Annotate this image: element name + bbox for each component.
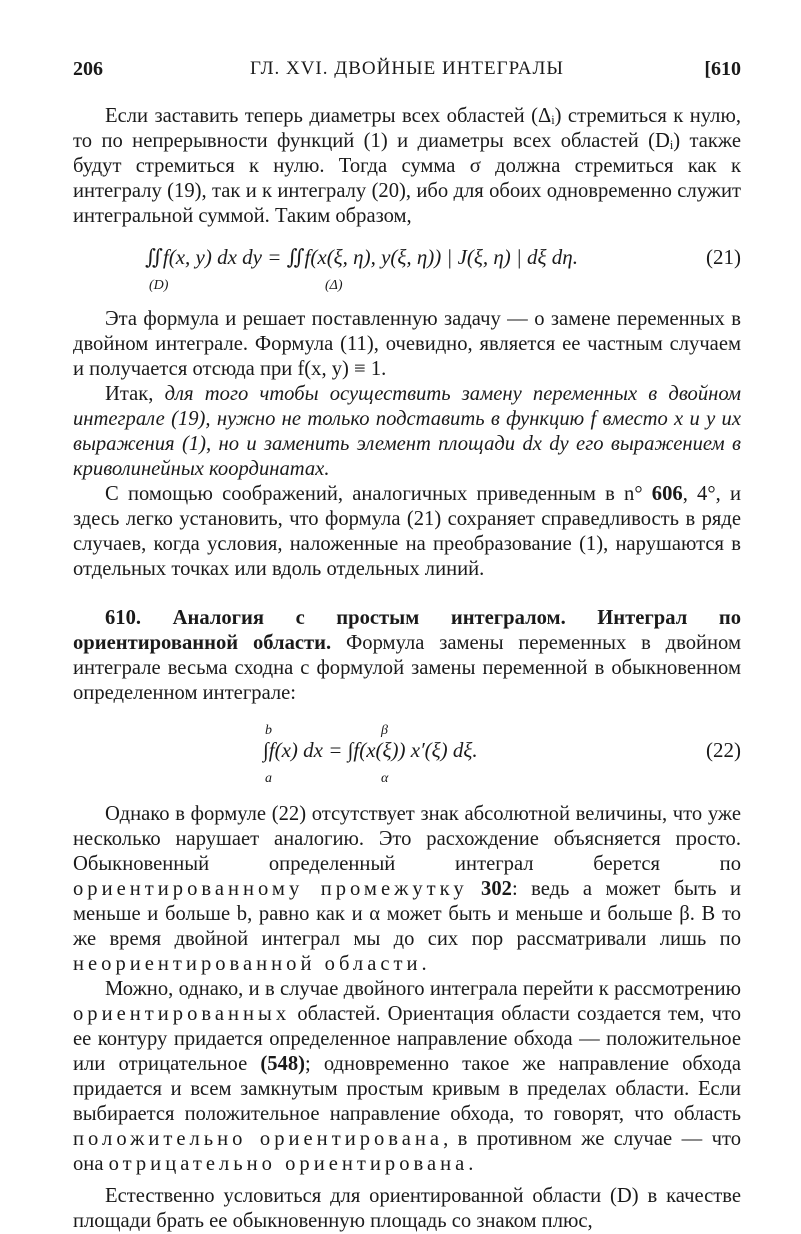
formula-21-region-d: (D)	[149, 278, 169, 293]
orientation-text-5: .	[468, 1153, 474, 1175]
orientation-text-4: , в противном же случае — что она	[73, 1128, 741, 1175]
paragraph-orientation	[73, 977, 741, 1177]
paragraph-absolute-value	[73, 802, 741, 977]
section-610	[73, 606, 741, 706]
page-header	[73, 58, 741, 88]
conclusion-italic: для того чтобы осуществить замену переменных в двойном интеграле (19), нужно не только подставить в функцию f вместо x и y их выражения (1), но и заменить элемент площади dx dy его выражением в криволинейных координатах.	[73, 383, 741, 480]
spaced-oriented: ориентированных	[73, 1003, 291, 1025]
formula-22-lower-alpha: α	[381, 771, 389, 786]
absolute-text-3: .	[421, 953, 427, 975]
formula-21-number: (21)	[706, 245, 741, 269]
formula-22-number: (22)	[706, 738, 741, 762]
reference-548: (548)	[260, 1053, 305, 1075]
formula-21-expression: ∬f(x, y) dx dy = ∬f(x(ξ, η), y(ξ, η)) | J(ξ, η) | dξ dη.	[145, 245, 578, 269]
reference-606: 606	[651, 483, 683, 505]
formula-22-lower-a: a	[265, 771, 272, 786]
paragraph-conclusion	[73, 382, 741, 482]
justification-text-2: , 4°, и здесь легко установить, что формула (21) сохраняет справедливость в ряде случаев, когда условия, наложенные на преобразование (1), нарушаются в отдельных точках или вдоль отдельных линий.	[73, 483, 741, 580]
justification-text-1: С помощью соображений, аналогичных приведенным в n°	[105, 483, 652, 505]
orientation-text-3: ; одновременно такое же направление обхода придается и всем замкнутым простым кривым в пределах области. Если выбирается положительное направление обхода, то говорят, что область	[73, 1053, 742, 1125]
conclusion-lead: Итак,	[105, 383, 165, 405]
formula-21-region-delta: (Δ)	[325, 278, 343, 293]
section-610-text: Формула замены переменных в двойном интеграле весьма сходна с формулой замены переменной в обыкновенном определенном интеграле:	[73, 632, 741, 704]
page-number: 206	[73, 58, 103, 80]
formula-22-upper-beta: β	[381, 723, 388, 738]
section-number: [610	[704, 58, 741, 80]
section-610-title: 610. Аналогия с простым интегралом. Интеграл по ориентированной области.	[73, 607, 741, 654]
page-body	[73, 104, 741, 1234]
reference-302: 302	[467, 878, 512, 900]
spaced-negatively-oriented: отрицательно ориентирована	[108, 1153, 469, 1175]
absolute-text-1: Однако в формуле (22) отсутствует знак абсолютной величины, что уже несколько нарушает аналогию. Это расхождение объясняется просто. Обыкновенный определенный интеграл берется по	[73, 803, 741, 875]
paragraph-formula-solves: Эта формула и решает поставленную задачу — о замене переменных в двойном интеграле. Формула (11), очевидно, является ее частным случаем и получается отсюда при f(x, y) ≡ 1.	[73, 308, 741, 380]
formula-22-upper-b: b	[265, 723, 272, 738]
chapter-title: ГЛ. XVI. ДВОЙНЫЕ ИНТЕГРАЛЫ	[250, 58, 564, 79]
formula-22-expression: ∫f(x) dx = ∫f(x(ξ)) x′(ξ) dξ.	[263, 738, 478, 762]
orientation-text-2: областей. Ориентация области создается тем, что ее контуру придается определенное направление обхода — положительное или отрицательное	[73, 1003, 741, 1075]
spaced-positively-oriented: положительно ориентирована	[73, 1128, 444, 1150]
orientation-text-1: Можно, однако, и в случае двойного интеграла перейти к рассмотрению	[105, 978, 741, 1000]
paragraph-diameters: Если заставить теперь диаметры всех областей (Δᵢ) стремиться к нулю, то по непрерывности функций (1) и диаметры всех областей (Dᵢ) также будут стремиться к нулю. Тогда сумма σ должна стремиться как к интегралу (19), так и к интегралу (20), ибо для обоих одновременно служит интегральной суммой. Таким образом,	[73, 105, 741, 227]
formula-22	[73, 712, 741, 792]
spaced-unoriented-region: неориентированной области	[73, 953, 422, 975]
paragraph-justification	[73, 482, 741, 582]
spaced-oriented-interval: ориентированному промежутку	[73, 878, 468, 900]
formula-21	[73, 233, 741, 299]
absolute-text-2: : ведь a может быть и меньше и больше b, равно как и α может быть и меньше и больше β. В то же время двойной интеграл мы до сих пор рассматривали лишь по	[73, 878, 741, 950]
paragraph-natural-convention: Естественно условиться для ориентированной области (D) в качестве площади брать ее обыкновенную площадь со знаком плюс,	[73, 1185, 741, 1232]
